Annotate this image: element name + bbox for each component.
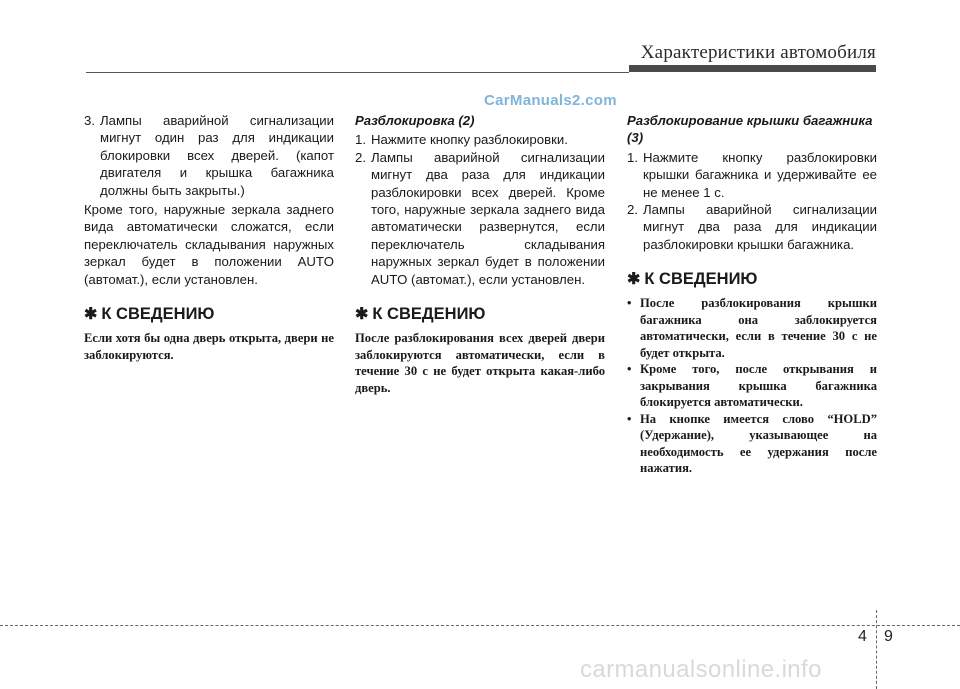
column-2 (355, 112, 605, 396)
list-item-2 (627, 201, 877, 253)
subheading-unlock: Разблокировка (2) (355, 113, 475, 128)
list-item-text: Лампы аварийной сигнализации мигнут один раз для индикации блокировки всех дверей. (капот двигателя и крышка багажника должны быть закрыты.) (100, 113, 334, 198)
watermark-bottom: carmanualsonline.info (580, 656, 822, 683)
bullet-text: После разблокирования крышки багажника она заблокируется автоматически, если в течение 30 с не будет открыта. (640, 296, 877, 360)
note-text: Если хотя бы одна дверь открыта, двери не заблокируются. (84, 331, 334, 362)
paragraph-mirrors: Кроме того, наружные зеркала заднего вида автоматически сложатся, если переключатель складывания наружных зеркал будет в положении AUTO (автомат.), если установлен. (84, 202, 334, 287)
bullet-text: Кроме того, после открывания и закрывания крышка багажника блокируется автоматически. (640, 362, 877, 410)
note-bullet (627, 411, 877, 477)
bullet-icon: • (627, 296, 632, 311)
list-item-1 (627, 149, 877, 201)
header-rule-thin (86, 72, 629, 73)
list-item-text: Лампы аварийной сигнализации мигнут два раза для индикации разблокировки всех дверей. Кроме того, наружные зеркала заднего вида автоматически развернутся, если переключатель складывания наружных зеркал будет в положении AUTO (автомат.), если установлен. (371, 149, 605, 287)
list-item-number: 1. (355, 132, 366, 148)
note-title-text: К СВЕДЕНИЮ (372, 304, 486, 323)
list-item-number: 3. (84, 113, 95, 128)
watermark-top: CarManuals2.com (484, 92, 617, 109)
note-bullet (627, 361, 877, 411)
list-item-1 (355, 131, 605, 148)
footer-dashed-rule (0, 625, 960, 626)
column-1 (84, 112, 334, 363)
subheading-trunk-unlock: Разблокирование крышки багажника (3) (627, 113, 873, 146)
page-number-page: 9 (884, 628, 893, 645)
list-item-3 (84, 112, 334, 199)
bullet-icon: • (627, 362, 632, 377)
bullet-icon: • (627, 411, 632, 426)
list-item-text: Нажмите кнопку разблокировки крышки багажника и удерживайте ее не менее 1 с. (643, 149, 877, 200)
page-divider (876, 610, 877, 689)
column-3 (627, 112, 877, 477)
list-item-2 (355, 149, 605, 288)
header-rule-thick (629, 65, 876, 72)
list-item-number: 2. (627, 202, 638, 218)
asterisk-icon: ✱ (84, 306, 98, 324)
asterisk-icon: ✱ (355, 306, 369, 324)
list-item-text: Нажмите кнопку разблокировки. (371, 132, 568, 148)
list-item-number: 1. (627, 149, 638, 165)
note-title-text: К СВЕДЕНИЮ (644, 269, 758, 288)
note-heading (355, 304, 605, 324)
note-heading (627, 269, 877, 289)
asterisk-icon: ✱ (627, 271, 641, 289)
note-bullet (627, 295, 877, 361)
list-item-text: Лампы аварийной сигнализации мигнут два раза для индикации разблокировки крышки багажника. (643, 202, 877, 252)
note-heading (84, 304, 334, 324)
note-title-text: К СВЕДЕНИЮ (101, 304, 215, 323)
page-number-chapter: 4 (858, 628, 867, 645)
note-text: После разблокирования всех дверей двери заблокируются автоматически, если в течение 30 с не будет открыта какая-либо дверь. (355, 331, 605, 395)
section-title: Характеристики автомобиля (640, 42, 876, 63)
bullet-text: На кнопке имеется слово “HOLD” (Удержание), указывающее на необходимость ее удержания после нажатия. (640, 411, 877, 476)
list-item-number: 2. (355, 149, 366, 165)
